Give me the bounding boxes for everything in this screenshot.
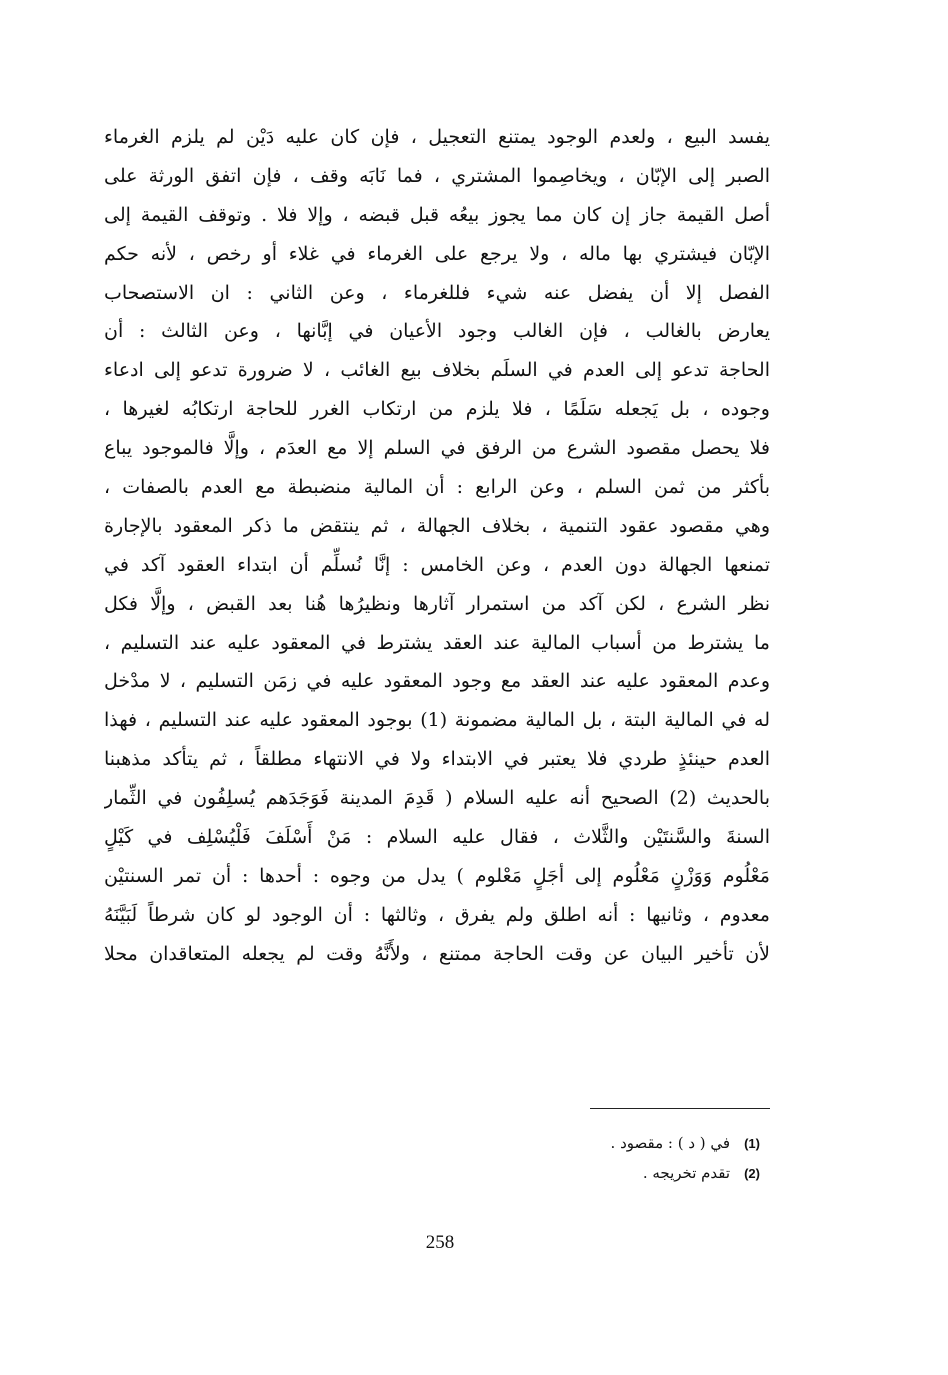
text-line: مَعْلُوم وَوَزْنٍ مَعْلُوم إلى أجَلٍ مَعْلوم ) يدل من وجوه : أحدها : أن تمر السنتيْن	[104, 864, 770, 887]
text-line: الحاجة تدعو إلى العدم في السلَم بخلاف بيع الغائب ، لا ضرورة تدعو إلى ادعاء	[104, 359, 770, 382]
footnote-number: (2)	[744, 1166, 760, 1181]
text-line: الصبر إلى الإبّان ، ويخاصِموا المشتري ، فما نَابَه وقف ، فإن اتفق الورثة على	[104, 164, 770, 187]
text-line: نظر الشرع ، لكن آكد من استمرار آثارها ونظيرُها هُنا بعد القبض ، وإلَّا فكل	[104, 592, 770, 615]
text-line: معدوم ، وثانيها : أنه اطلق ولم يفرق ، وثالثها : أن الوجود لو كان شرطاً لَبَيَّنَهُ	[104, 903, 770, 926]
footnote-2	[400, 1158, 760, 1188]
text-line: الإبّان فيشتري بها ماله ، ولا يرجع على الغرماء في غلاء أو رخص ، لأنه حكم	[104, 242, 770, 265]
text-line: وجوده ، بل يَجعله سَلَمًا ، فلا يلزم من ارتكاب الغرر للحاجة ارتكابُه لغيرها ،	[104, 398, 770, 421]
text-line: بالحديث (2) الصحيح أنه عليه السلام ( قَدِمَ المدينة فَوَجَدَهم يُسلِفُون في الثِّمار	[104, 787, 770, 810]
text-line: وهي مقصود عقود التنمية ، بخلاف الجهالة ، ثم ينتقض ما ذكر المعقود بالإجارة	[104, 514, 770, 537]
text-line: يعارض بالغالب ، فإن الغالب وجود الأعيان في إبَّانها ، وعن الثالث : أن	[104, 320, 770, 343]
footnote-1	[400, 1128, 760, 1158]
text-line: ما يشترط من أسباب المالية عند العقد يشترط في المعقود عليه عند التسليم ،	[104, 631, 770, 654]
footnotes	[400, 1128, 760, 1188]
text-line: بأكثر من ثمن السلم ، وعن الرابع : أن المالية منضبطة مع العدم بالصفات ،	[104, 476, 770, 499]
text-line: لأن تأخير البيان عن وقت الحاجة ممتنع ، ولأَنَّهُ وقت لم يجعله المتعاقدان محلا	[104, 942, 770, 965]
text-line: أصل القيمة جاز إن كان مما يجوز بيعُه قبل قبضه ، وإلا فلا . وتوقف القيمة إلى	[104, 203, 770, 226]
text-line: العدم حينئذٍ طردي فلا يعتبر في الابتداء ولا في الانتهاء مطلقاً ، ثم يتأكد مذهبنا	[104, 748, 770, 771]
footnote-text: تقدم تخريجه .	[642, 1164, 731, 1182]
footnote-text: في ( د ) : مقصود .	[610, 1134, 731, 1152]
footnote-divider	[590, 1108, 770, 1109]
page-number: 258	[425, 1232, 455, 1253]
text-line: السنةَ والسَّنتَيْن والثَّلاث ، فقال عليه السلام : مَنْ أَسْلَفَ فَلْيُسْلِف في كَيْلٍ	[104, 826, 770, 849]
footnote-number: (1)	[744, 1136, 760, 1151]
text-line: له في المالية البتة ، بل المالية مضمونة (1) بوجود المعقود عليه عند التسليم ، فهذا	[104, 709, 770, 732]
text-line: الفصل إلا أن يفضل عنه شيء فللغرماء ، وعن الثاني : ان الاستصحاب	[104, 281, 770, 304]
text-line: فلا يحصل مقصود الشرع من الرفق في السلم إلا مع العدَم ، وإلَّا فالموجود يباع	[104, 437, 770, 460]
text-line: يفسد البيع ، ولعدم الوجود يمتنع التعجيل ، فإن كان عليه دَيْن لم يلزم الغرماء	[104, 126, 770, 148]
text-line: تمنعها الجهالة دون العدم ، وعن الخامس : إنَّا نُسلِّم أن ابتداء العقود آكد في	[104, 553, 770, 576]
body-text	[104, 118, 770, 974]
text-line: وعدم المعقود عليه عند العقد مع وجود المعقود عليه في زمَن التسليم ، لا مدْخل	[104, 670, 770, 693]
